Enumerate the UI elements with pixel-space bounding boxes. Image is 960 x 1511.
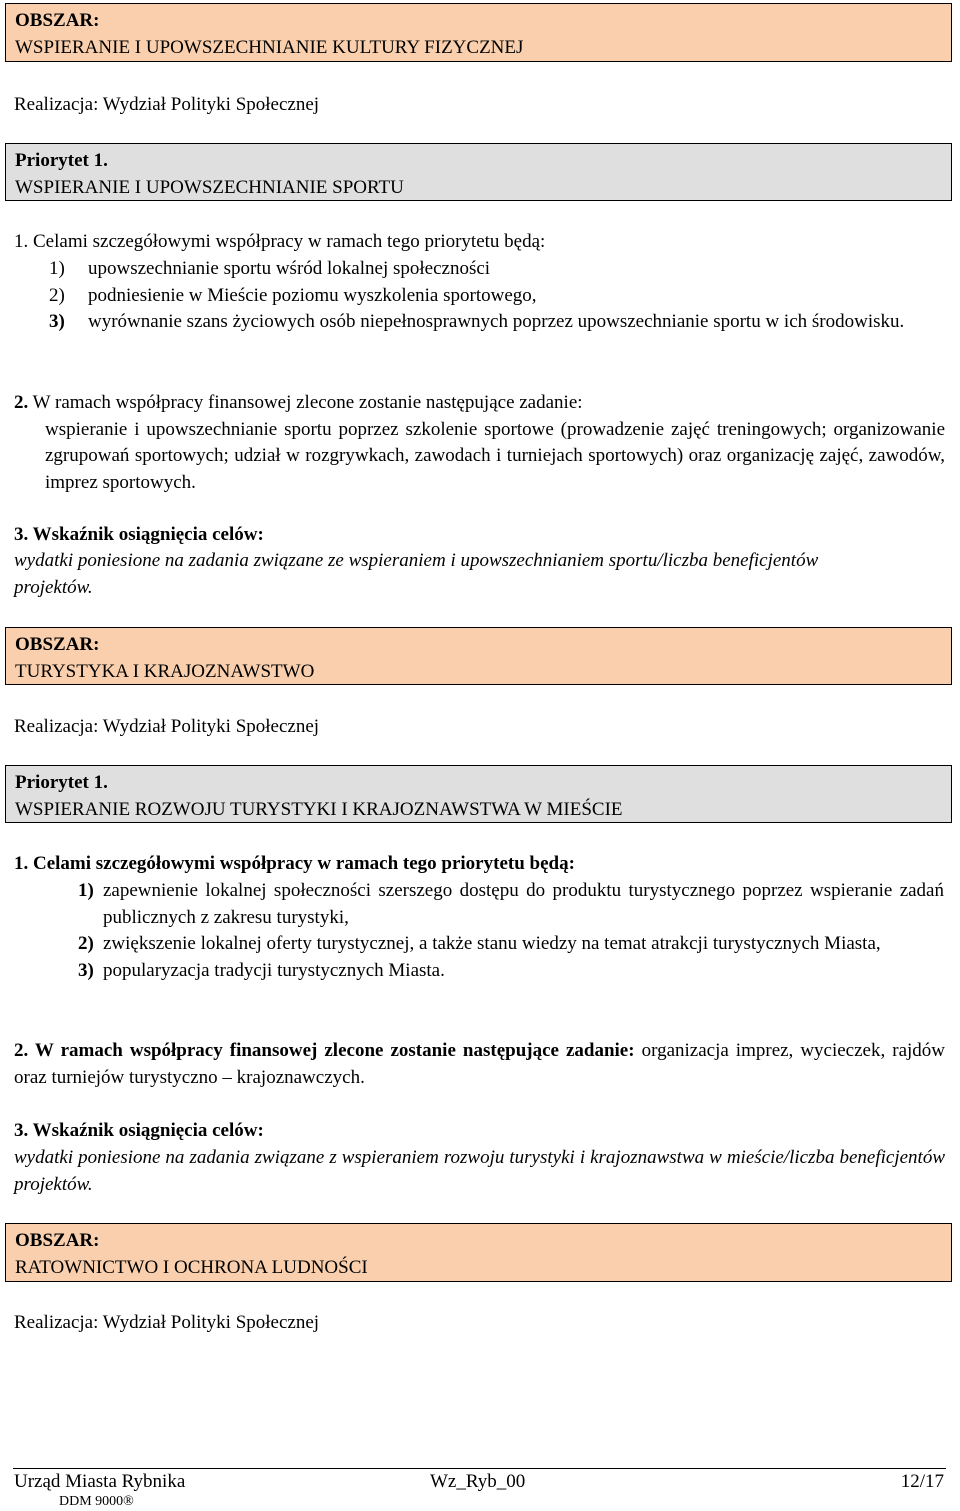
- area-header-kultura-fizyczna: [5, 3, 952, 62]
- footer-center: Wz_Ryb_00: [430, 1471, 526, 1492]
- goal-item: [78, 958, 944, 985]
- indicator-heading: 3. Wskaźnik osiągnięcia celów:: [14, 524, 264, 545]
- goal-item: [49, 309, 945, 336]
- priority-label: Priorytet 1.: [15, 150, 108, 171]
- goal-text: podniesienie w Mieście poziomu wyszkolenia sportowego,: [88, 284, 537, 306]
- goal-text: upowszechnianie sportu wśród lokalnej społeczności: [88, 258, 491, 279]
- goal-item: [78, 931, 944, 958]
- task-heading: 2. W ramach współpracy finansowej zlecone zostanie następujące zadanie:: [14, 1040, 635, 1061]
- goal-number: 1): [49, 258, 65, 279]
- area-title: RATOWNICTWO I OCHRONA LUDNOŚCI: [15, 1256, 368, 1278]
- realizacja-line: Realizacja: Wydział Polityki Społecznej: [14, 716, 320, 737]
- goal-item: [49, 256, 945, 283]
- footer-left: Urząd Miasta Rybnika: [14, 1471, 186, 1492]
- priority-label: Priorytet 1.: [15, 772, 108, 793]
- realizacja-line: Realizacja: Wydział Polityki Społecznej: [14, 1312, 320, 1333]
- indicator-text: wydatki poniesione na zadania związane z wspieraniem rozwoju turystyki i krajoznawstwa w mieście/liczba beneficjentów projektów.: [14, 1147, 945, 1195]
- goal-text: zapewnienie lokalnej społeczności szerszego dostępu do produktu turystycznego poprzez wspieranie zadań publicznych z zakresu turystyki,: [103, 880, 944, 928]
- footer-page-number: 12/17: [900, 1471, 944, 1492]
- task-block: [14, 390, 945, 496]
- area-header-turystyka: [5, 627, 952, 685]
- task-text: organizacja imprez, wycieczek, rajdów oraz turniejów turystyczno – krajoznawczych.: [14, 1040, 946, 1088]
- goal-text: wyrównanie szans życiowych osób niepełnosprawnych poprzez upowszechnianie sportu w ich środowisku.: [88, 311, 905, 332]
- task-heading-line: [14, 390, 945, 417]
- goal-text: popularyzacja tradycji turystycznych Miasta.: [103, 959, 445, 981]
- indicator-text: wydatki poniesione na zadania związane ze wspieraniem i upowszechnianiem sportu/liczba beneficjentów projektów.: [14, 550, 819, 598]
- task-intro: W ramach współpracy finansowej zlecone zostanie następujące zadanie:: [32, 392, 583, 413]
- goal-number: 3): [78, 959, 94, 981]
- goal-number: 2): [49, 284, 65, 306]
- priority-header-sport: [5, 143, 952, 201]
- goal-item: [78, 878, 944, 931]
- realizacja-line: Realizacja: Wydział Polityki Społecznej: [14, 94, 320, 115]
- goal-text: zwiększenie lokalnej oferty turystycznej, a także stanu wiedzy na temat atrakcji turystycznych Miasta,: [103, 933, 881, 954]
- priority-header-turystyka: [5, 765, 952, 823]
- indicator-heading: 3. Wskaźnik osiągnięcia celów:: [14, 1120, 264, 1141]
- goals-heading: 1. Celami szczegółowymi współpracy w ramach tego priorytetu będą:: [14, 853, 575, 874]
- goal-item: [49, 283, 945, 310]
- task-number: 2.: [14, 392, 29, 413]
- goal-number: 2): [78, 933, 94, 954]
- area-label: OBSZAR:: [15, 1230, 100, 1251]
- task-text: wspieranie i upowszechnianie sportu poprzez szkolenie sportowe (prowadzenie zajęć treningowych; organizowanie zgrupowań sportowych; udział w rozgrywkach, zawodach i turniejach sportowych) oraz organizację zajęć, zawodów, imprez sportowych.: [45, 418, 945, 493]
- area-label: OBSZAR:: [15, 10, 100, 31]
- area-title: WSPIERANIE I UPOWSZECHNIANIE KULTURY FIZYCZNEJ: [15, 36, 524, 58]
- task-block: [14, 1038, 945, 1091]
- priority-title: WSPIERANIE I UPOWSZECHNIANIE SPORTU: [15, 176, 404, 198]
- goals-list: [78, 878, 944, 984]
- priority-title: WSPIERANIE ROZWOJU TURYSTYKI I KRAJOZNAWSTWA W MIEŚCIE: [15, 798, 623, 820]
- goals-heading: 1. Celami szczegółowymi współpracy w ramach tego priorytetu będą:: [14, 231, 546, 252]
- goal-number: 1): [78, 880, 94, 901]
- footer-sub: DDM 9000®: [59, 1494, 134, 1509]
- goals-list: [49, 256, 945, 336]
- area-header-ratownictwo: [5, 1223, 952, 1282]
- area-label: OBSZAR:: [15, 634, 100, 655]
- area-title: TURYSTYKA I KRAJOZNAWSTWO: [15, 660, 315, 682]
- goal-number: 3): [49, 311, 65, 332]
